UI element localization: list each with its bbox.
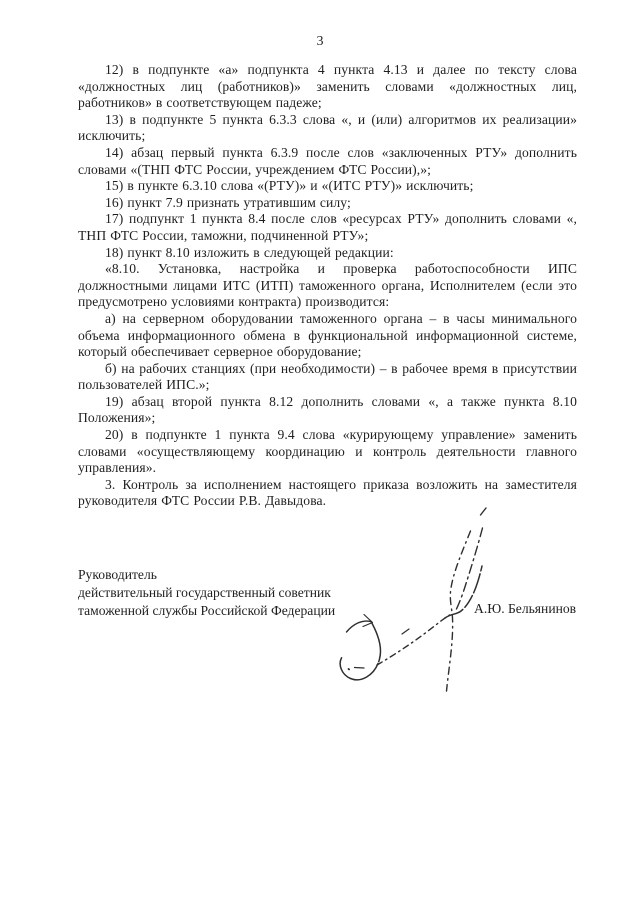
paragraph-item-14: 14) абзац первый пункта 6.3.9 после слов «заключенных РТУ» дополнить словами «(ТНП ФТС России, учреждением ФТС России),»; [78, 144, 577, 177]
paragraph-item-13: 13) в подпункте 5 пункта 6.3.3 слова «, и (или) алгоритмов их реализации» исключить; [78, 111, 577, 144]
signature-stroke [402, 629, 409, 634]
paragraph-item-20: 20) в подпункте 1 пункта 9.4 слова «курирующему управление» заменить словами «осуществляющему координацию и контроль деятельности главного управления». [78, 427, 577, 476]
paragraph-item-16: 16) пункт 7.9 признать утратившим силу; [105, 194, 351, 210]
paragraph-item-17: 17) подпункт 1 пункта 8.4 после слов «ресурсах РТУ» дополнить словами «, ТНП ФТС России, таможни, подчиненной РТУ»; [78, 211, 577, 243]
paragraph-item-18: 18) пункт 8.10 изложить в следующей редакции: [105, 244, 394, 260]
paragraph-item-15: 15) в пункте 6.3.10 слова «(РТУ)» и «(ИТС РТУ)» исключить; [105, 178, 474, 194]
signature-stroke [377, 615, 450, 665]
signature-stroke [456, 528, 483, 611]
signer-name: А.Ю. Бельянинов [474, 601, 577, 616]
paragraph-item-19: 19) абзац второй пункта 8.12 дополнить словами «, а также пункта 8.10 Положения»; [78, 393, 577, 426]
page-number: 3 [316, 34, 324, 49]
signature-stroke [363, 615, 373, 627]
signer-position-line-1: Руководитель [78, 567, 157, 582]
paragraph-subclause-b: б) на рабочих станциях (при необходимости) – в рабочее время в присутствии пользователей ИПС.»; [78, 360, 577, 393]
signer-position-line-2: действительный государственный советник [78, 585, 331, 600]
paragraph-subclause-a: а) на серверном оборудовании таможенного органа – в часы минимального объема информационного обмена в функциональной информационной системе, который обеспечивает серверное оборудование; [78, 310, 577, 360]
signer-position-line-3: таможенной службы Российской Федерации [78, 603, 336, 618]
signer-position [78, 566, 335, 620]
paragraph-control-clause: 3. Контроль за исполнением настоящего приказа возложить на заместителя руководителя ФТС России Р.В. Давыдова. [78, 476, 577, 509]
paragraph-item-12: 12) в подпункте «а» подпункта 4 пункта 4.13 и далее по тексту слова «должностных лиц (работников)» заменить словами «должностных лиц, работников» в соответствующем падеже; [78, 62, 577, 111]
signature-stroke [347, 621, 372, 632]
signature-stroke [340, 622, 380, 680]
paragraph-clause-8-10: «8.10. Установка, настройка и проверка работоспособности ИПС должностными лицами ИТС (ИТП) таможенного органа, Исполнителем (если это предусмотрено условиями контракта) производится: [78, 261, 577, 310]
document-body [78, 62, 577, 510]
signature-stroke [447, 531, 471, 691]
signature-stroke [355, 668, 365, 669]
